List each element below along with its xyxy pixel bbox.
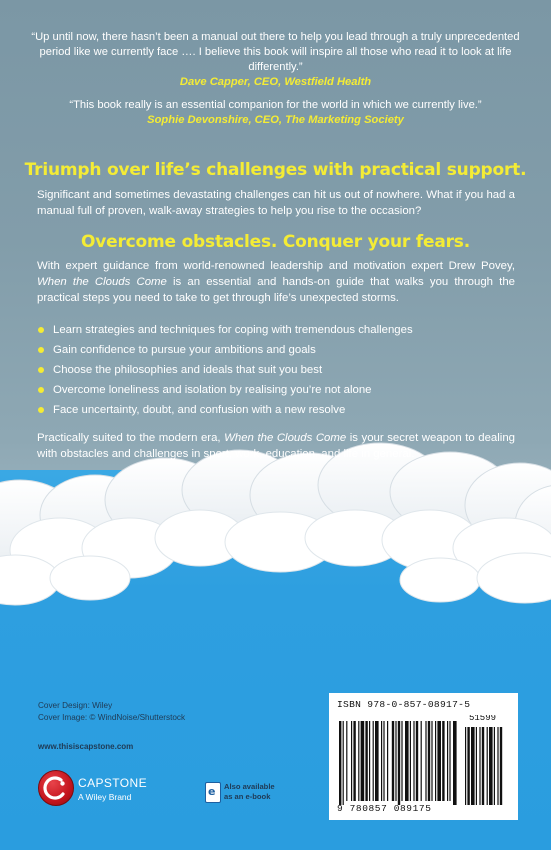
barcode-bar [453,721,457,805]
list-item [37,400,517,420]
barcode-bar [449,721,450,801]
barcode-bar [381,721,382,801]
barcode-bars [337,715,512,805]
paragraph-text: Practically suited to the modern era, [37,432,225,444]
ebook-line: as an e-book [224,792,271,801]
list-item-text: Face uncertainty, doubt, and confusion with a new resolve [53,404,346,416]
list-item-text: Gain confidence to pursue your ambitions and goals [53,344,316,356]
isbn-barcode [329,693,518,820]
barcode-bar [353,721,355,801]
ebook-line: Also available [224,782,275,791]
bullet-icon [38,407,44,413]
ebook-icon-letter: e [208,785,216,798]
bullet-icon [38,387,44,393]
barcode-bar [365,721,367,801]
capstone-logo-icon [38,770,74,806]
barcode-bar [373,721,374,801]
barcode-bar [395,721,396,801]
barcode-bar [410,721,411,801]
list-item [37,380,517,400]
intro-paragraph: Significant and sometimes devastating challenges can hit us out of nowhere. What if you had a manual full of proven, walk-away strategies to help you rise to the occasion? [37,189,515,217]
bullet-icon [38,347,44,353]
list-item-text: Choose the philosophies and ideals that suit you best [53,364,323,376]
publisher-website: www.thisiscapstone.com [38,742,134,751]
barcode-bar [387,721,388,801]
barcode-bar [428,721,430,801]
barcode-bar [398,721,400,805]
ean-digits: 9 780857 089175 [337,803,432,814]
barcode-addon-bar [489,727,493,805]
barcode-bar [435,721,436,801]
testimonial-quote [30,30,521,90]
barcode-addon-bar [497,727,498,805]
barcode-bar [437,721,441,801]
list-item [37,340,517,360]
barcode-bar [392,721,394,801]
benefit-list [37,320,517,420]
closing-paragraph [37,430,515,462]
barcode-addon-bar [487,727,488,805]
quote-author: Sophie Devonshire, CEO, The Marketing Society [147,114,404,126]
barcode-addon-bar [465,727,466,805]
book-title: When the Clouds Come [37,276,167,288]
barcode-bar [339,721,341,805]
paragraph-text: is your secret weapon to dealing with obstacles and challenges in sport, work, education, and life in general. [37,432,515,460]
barcode-bar [346,721,347,801]
bullet-icon [38,367,44,373]
ebook-availability [224,782,275,802]
ebook-icon [205,782,221,803]
barcode-bar [358,721,359,801]
barcode-bar [375,721,379,801]
list-item [37,320,517,340]
list-item [37,360,517,380]
book-title: When the Clouds Come [224,432,347,444]
barcode-bar [425,721,426,801]
barcode-addon-bar [482,727,484,805]
barcode-bar [405,721,409,801]
publisher-name: CAPSTONE [78,776,147,790]
barcode-bar [383,721,384,801]
barcode-bar [369,721,370,801]
barcode-bar [413,721,414,801]
list-item-text: Overcome loneliness and isolation by realising you’re not alone [53,384,372,396]
capstone-mark-icon [39,771,73,805]
headline: Triumph over life’s challenges with practical support. [24,160,527,180]
barcode-bar [416,721,418,801]
barcode-bar [343,721,344,805]
barcode-bar [361,721,365,801]
bullet-icon [38,327,44,333]
barcode-addon-bar [476,727,477,805]
cover-credits [38,700,185,724]
testimonial-quote [30,98,521,128]
isbn-number: ISBN 978-0-857-08917-5 [337,699,471,710]
barcode-addon-bar [479,727,480,805]
barcode-bar [351,721,352,801]
barcode-addon-bar [500,727,502,805]
headline: Overcome obstacles. Conquer your fears. [81,232,470,252]
barcode-bar [431,721,432,801]
barcode-bar [442,721,444,801]
barcode-addon-bar [467,727,469,805]
barcode-addon-bar [471,727,475,805]
cover-design-credit: Cover Design: Wiley [38,701,113,710]
quote-text: “This book really is an essential companion for the world in which we currently live.” [69,99,482,111]
list-item-text: Learn strategies and techniques for coping with tremendous challenges [53,324,413,336]
quote-author: Dave Capper, CEO, Westfield Health [179,76,372,88]
barcode-bar [421,721,422,801]
cover-image-credit: Cover Image: © WindNoise/Shutterstock [38,713,186,722]
barcode-addon-bar [494,727,495,805]
barcode-bar [401,721,402,801]
guide-paragraph [37,258,515,306]
barcode-bar [447,721,448,801]
paragraph-text: is an essential and hands-on guide that walks you through the practical steps you need to take to get through life’s unexpected storms. [37,276,515,304]
paragraph-text: With expert guidance from world-renowned leadership and motivation expert Drew Povey, [37,260,515,272]
price-code: 51599 [469,715,497,723]
publisher-tagline: A Wiley Brand [78,792,132,802]
quote-text: “Up until now, there hasn’t been a manual out there to help you lead through a truly unprecedented period like we currently face …. I believe this book will inspire all those who read it to look at life differently.” [31,31,520,73]
